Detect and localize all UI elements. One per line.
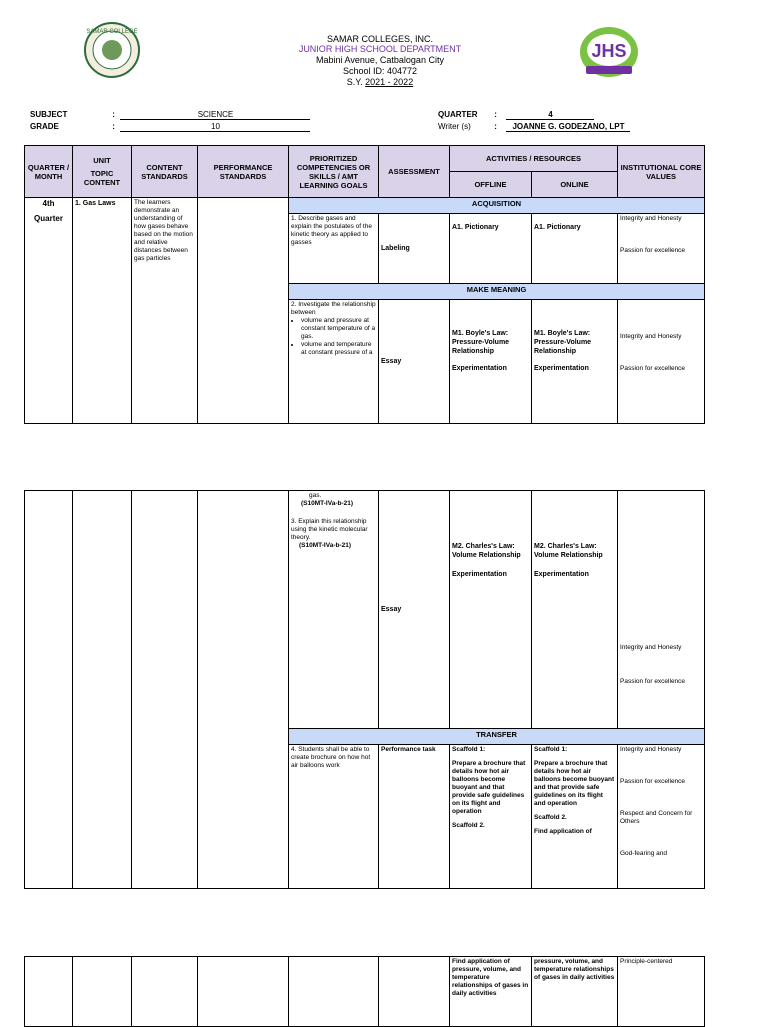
department: JUNIOR HIGH SCHOOL DEPARTMENT [298, 44, 462, 54]
col-activities: ACTIVITIES / RESOURCES [450, 146, 618, 172]
col-performance-standards: PERFORMANCE STANDARDS [198, 146, 289, 198]
subject-label: SUBJECT [30, 110, 68, 119]
offline-1: A1. Pictionary [450, 214, 532, 284]
org-name: SAMAR COLLEGES, INC. [326, 34, 434, 44]
values-4: Integrity and Honesty Passion for excellence Respect and Concern for Others God-fearing and [618, 745, 705, 889]
subject-value: SCIENCE [120, 110, 310, 120]
values-3: Integrity and Honesty Passion for excellence [618, 491, 705, 729]
col-offline: OFFLINE [450, 172, 532, 198]
offline-3: M2. Charles's Law: Volume Relationship Experimentation [450, 491, 532, 729]
performance-standard-cell [198, 198, 289, 424]
curriculum-table-page3 [24, 956, 705, 1027]
svg-text:JHS: JHS [591, 41, 627, 61]
col-unit: UNIT [93, 156, 111, 165]
quarter-row: QUARTER : 4 [438, 110, 594, 120]
writer-value: JOANNE G. GODEZANO, LPT [506, 122, 630, 132]
grade-label: GRADE [30, 122, 59, 131]
col-content-standards: CONTENT STANDARDS [132, 146, 198, 198]
offline-2: M1. Boyle's Law: Pressure-Volume Relationship Experimentation [450, 300, 532, 424]
values-2: Integrity and Honesty Passion for excellence [618, 300, 705, 424]
online-3: M2. Charles's Law: Volume Relationship Experimentation [532, 491, 618, 729]
col-topic: TOPIC CONTENT [83, 169, 121, 187]
col-quarter-month: QUARTER / MONTH [25, 146, 73, 198]
school-year [230, 77, 530, 87]
quarter-label: QUARTER [438, 110, 478, 119]
value-integrity: Integrity and Honesty [620, 215, 682, 222]
writer-row: Writer (s) : JOANNE G. GODEZANO, LPT [438, 122, 630, 132]
col-unit-topic [73, 146, 132, 198]
make-meaning-band: MAKE MEANING [289, 284, 705, 300]
competency-2: 2. Investigate the relationship between • volume and pressure at constant temperature of a gas. • volume and temperature at constant pressure of a [289, 300, 379, 424]
values-5: Principle-centered [618, 957, 705, 1027]
curriculum-table-page1 [24, 145, 705, 424]
unit-cell: 1. Gas Laws [73, 198, 132, 424]
col-competencies: PRIORITIZED COMPETENCIES OR SKILLS / AMT LEARNING GOALS [289, 146, 379, 198]
sy-value: 2021 - 2022 [365, 77, 414, 87]
transfer-band: TRANSFER [289, 729, 705, 745]
col-core-values: INSTITUTIONAL CORE VALUES [618, 146, 705, 198]
curriculum-table-page2 [24, 490, 705, 889]
school-id: School ID: 404772 [342, 66, 418, 76]
assessment-2: Essay [379, 300, 450, 424]
grade-row: GRADE : 10 [30, 122, 310, 132]
quarter-word: Quarter [34, 214, 63, 223]
svg-text:SAMAR COLLEGE: SAMAR COLLEGE [86, 29, 138, 35]
content-standard-cell: The learners demonstrate an understanding of how gases behave based on the motion and relative distances between gas particles [132, 198, 198, 424]
offline-5: Find application of pressure, volume, and temperature relationships of gases in daily activities [450, 957, 532, 1027]
value-passion: Passion for excellence [620, 247, 686, 254]
acquisition-band: ACQUISITION [289, 198, 705, 214]
online-5: pressure, volume, and temperature relationships of gases in daily activities [532, 957, 618, 1027]
offline-4: Scaffold 1: Prepare a brochure that details how hot air balloons become buoyant and that provide safe guidelines on its flight and operation Scaffold 2. [450, 745, 532, 889]
address: Mabini Avenue, Catbalogan City [316, 55, 444, 65]
col-online: ONLINE [532, 172, 618, 198]
school-seal-logo [84, 22, 140, 78]
writer-label: Writer (s) [438, 122, 471, 131]
grade-value: 10 [120, 122, 310, 132]
assessment-4: Performance task [379, 745, 450, 889]
jhs-logo [578, 24, 640, 80]
col-assessment: ASSESSMENT [379, 146, 450, 198]
assessment-3: Essay [379, 491, 450, 729]
competency-4: 4. Students shall be able to create brochure on how hot air balloons work [289, 745, 379, 889]
comp2-bullet-1: • volume and pressure at constant temperature of a gas. [301, 317, 376, 341]
competency-2-cont: gas. (S10MT-IVa-b-21) 3. Explain this relationship using the kinetic molecular theory. (S10MT-IVa-b-21) [289, 491, 379, 729]
quarter-number: 4th [42, 199, 55, 208]
online-1: A1. Pictionary [532, 214, 618, 284]
assessment-1: Labeling [379, 214, 450, 284]
online-4: Scaffold 1: Prepare a brochure that details how hot air balloons become buoyant and that provide safe guidelines on its flight and operation Scaffold 2. Find application of [532, 745, 618, 889]
subject-row: SUBJECT : SCIENCE [30, 110, 310, 120]
quarter-value: 4 [506, 110, 594, 120]
quarter-cell [25, 198, 73, 424]
competency-1: 1. Describe gases and explain the postulates of the kinetic theory as applied to gasses [289, 214, 379, 284]
values-1 [618, 214, 705, 284]
sy-prefix: S.Y. [346, 77, 363, 87]
comp2-bullet-2: • volume and temperature at constant pressure of a [301, 341, 376, 357]
online-2: M1. Boyle's Law: Pressure-Volume Relationship Experimentation [532, 300, 618, 424]
